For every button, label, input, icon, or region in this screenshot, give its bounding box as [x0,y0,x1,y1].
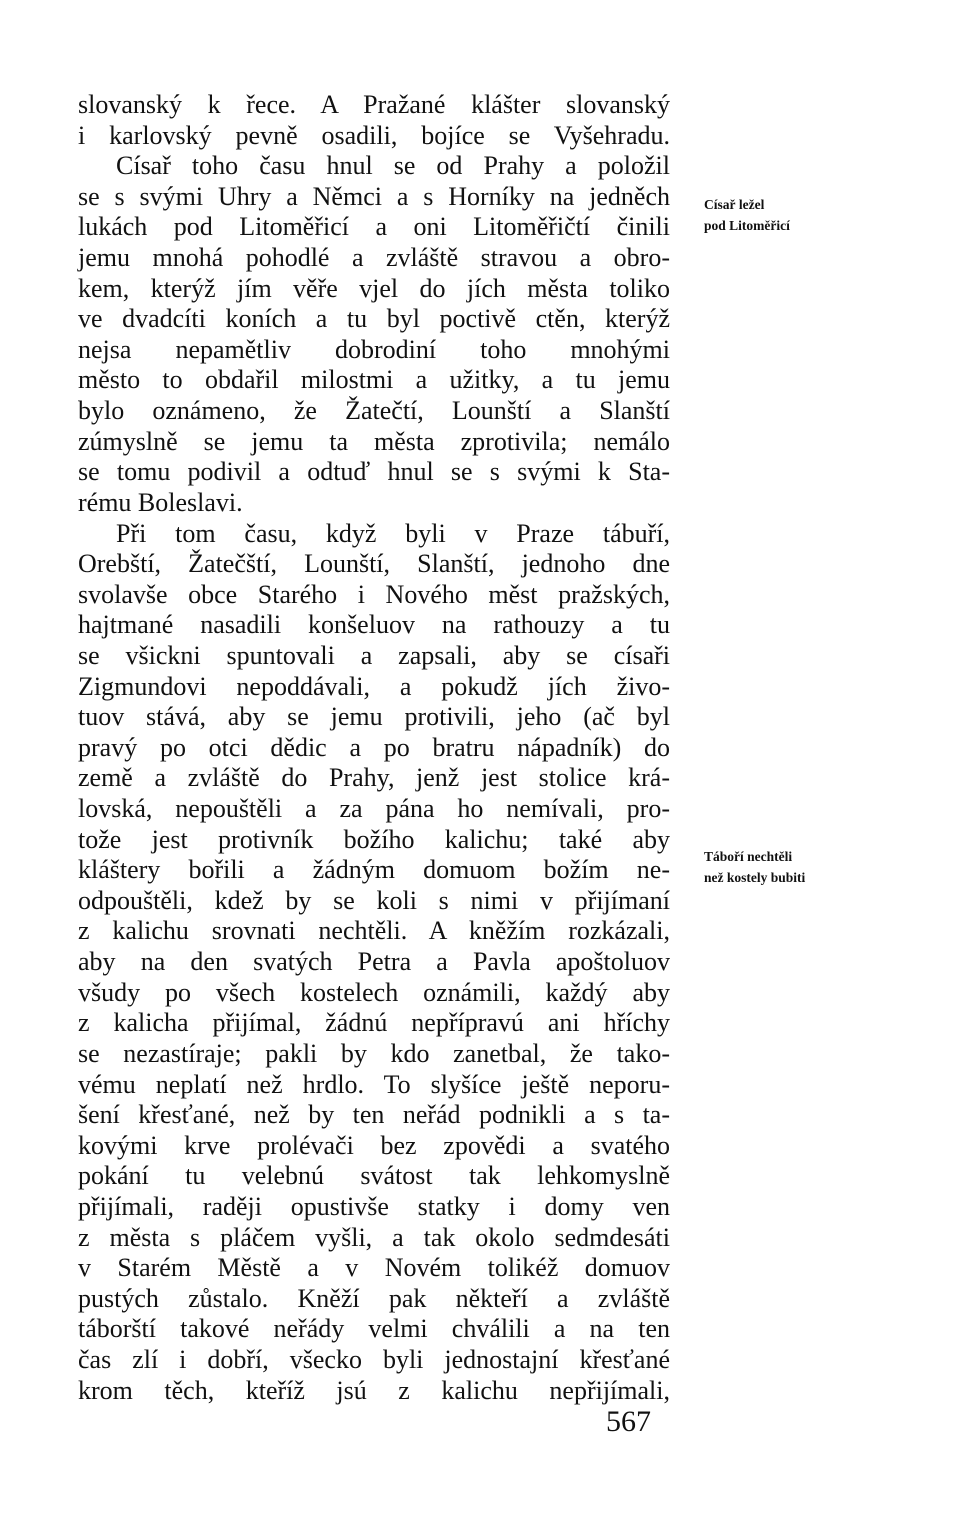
text-line: Zigmundovi nepoddávali, a pokudž jích živo- [78,671,670,701]
margin-note-line: pod Litoměřicí [704,218,790,233]
text-line: vému neplatí než hrdlo. To slyšíce ještě neporu- [78,1069,670,1099]
text-line: odpouštěli, kdež by se koli s nimi v přijímaní [78,885,670,915]
text-line: se tomu podivil a odtuď hnul se s svými k Sta- [78,457,670,487]
text-line: kláštery bořili a žádným domuom božím ne- [78,855,670,885]
margin-note [704,846,805,888]
text-line: ve dvadcíti koních a tu byl poctivě ctěn, kterýž [78,304,670,334]
text-line: aby na den svatých Petra a Pavla apoštoluov [78,947,670,977]
paragraph-start-line: Při tom času, když byli v Praze tábuří, [116,518,670,548]
text-line: z města s pláčem vyšli, a tak okolo sedmdesáti [78,1222,670,1252]
text-line: kovými krve prolévači bez zpovědi a svatého [78,1130,670,1160]
text-line: čas zlí i dobří, všecko byli jednostajní křesťané [78,1344,670,1374]
margin-note [704,194,790,236]
text-line: tože jest protivník božího kalichu; také aby [78,824,670,854]
main-text-column [78,90,670,1406]
text-line: zúmyslně se jemu ta města zprotivila; nemálo [78,426,670,456]
text-line: všudy po všech kostelech oznámili, každý aby [78,977,670,1007]
margin-note-line: než kostely bubiti [704,870,806,885]
text-line: pokání tu velebnú svátost tak lehkomyslně [78,1161,670,1191]
text-line: tuov stává, aby se jemu protivili, jeho (ač byl [78,702,670,732]
text-line: z kalicha přijímal, žádnú nepřípravú ani hříchy [78,1008,670,1038]
text-line: hajtmané nasadili konšeluov na rathouzy a tu [78,610,670,640]
text-line: svolavše obce Starého i Nového měst pražských, [78,579,670,609]
text-line: lukách pod Litoměřicí a oni Litoměřičtí činili [78,212,670,242]
text-line: jemu mnohá pohodlé a zvláště stravou a obro- [78,243,670,273]
text-line: pravý po otci dědic a po bratru nápadník) do [78,732,670,762]
text-line: táborští takové neřády velmi chválili a na ten [78,1314,670,1344]
text-line: se všickni spuntovali a zapsali, aby se císaři [78,640,670,670]
text-line: slovanský k řece. A Pražané klášter slovanský [78,90,670,119]
text-line: i karlovský pevně osadili, bojíce se Vyšehradu. [78,120,670,150]
margin-note-line: Císař ležel [704,197,765,212]
text-line: země a zvláště do Prahy, jenž jest stolice krá- [78,763,670,793]
text-line: nejsa nepamětliv dobrodiní toho mnohými [78,334,670,364]
page-number: 567 [606,1405,651,1438]
text-line: město to obdařil milostmi a užitky, a tu jemu [78,365,670,395]
text-line: v Starém Městě a v Novém tolikéž domuov [78,1253,670,1283]
text-line: Orebští, Žatečští, Lounští, Slanští, jednoho dne [78,549,670,579]
text-line: se s svými Uhry a Němci a s Horníky na jedněch [78,181,670,211]
text-line: šení křesťané, než by ten neřád podnikli a s ta- [78,1100,670,1130]
margin-note-line: Táboří nechtěli [704,849,793,864]
paragraph-end-line: rému Boleslavi. [78,487,243,517]
text-line: přijímali, raději opustivše statky i domy ven [78,1191,670,1221]
text-line: lovská, nepouštěli a za pána ho nemívali, pro- [78,794,670,824]
text-line: bylo oznámeno, že Žatečtí, Lounští a Slanští [78,396,670,426]
text-line: se nezastíraje; pakli by kdo zanetbal, že tako- [78,1038,670,1068]
text-line: kem, kterýž jím věře vjel do jích města toliko [78,273,670,303]
text-line: z kalichu srovnati nechtěli. A kněžím rozkázali, [78,916,670,946]
text-line: krom těch, kteříž jsú z kalichu nepřijímali, [78,1375,670,1405]
paragraph-start-line: Císař toho času hnul se od Prahy a položil [116,151,670,181]
text-line: pustých zůstalo. Kněží pak někteří a zvláště [78,1283,670,1313]
